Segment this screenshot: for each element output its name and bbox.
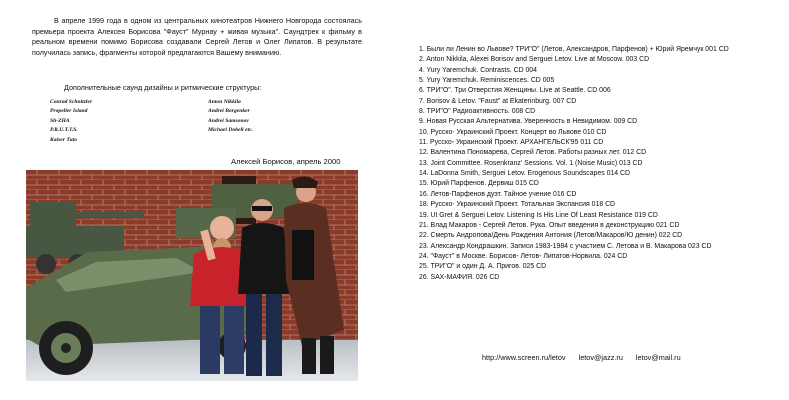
track-item: 21. Влад Макаров - Сергей Летов. Рука. Опыт введения в деконструкцию 021 CD	[419, 221, 680, 229]
track-item: 11. Русско- Украинский Проект. АРХАНГЕЛЬСК'95 011 CD	[419, 139, 604, 147]
track-item: 14. LaDonna Smith, Serguei Letov. Erogenous Soundscapes 014 CD	[419, 170, 630, 178]
tracklist	[419, 45, 779, 283]
signature: Алексей Борисов, апрель 2000	[231, 157, 341, 166]
track-item: 10. Русско- Украинский Проект. Концерт во Львове 010 CD	[419, 128, 607, 136]
track-item: 6. ТРИ"О". Три Отверстия Женщины. Live at Seattle. CD 006	[419, 87, 611, 95]
intro-paragraph-1: В апреле 1999 года в одном из центральных кинотеатров Нижнего Новгорода состоялась премьера проекта Алексея Борисова "Фауст" Мурнау + живая музыка". Саундтрек к фильму в реальном времени помимо Борисова создавали Сергей Летов и Олег Липатов. В результате получилась запись, фрагменты которой предлагаются Вашему вниманию.	[32, 16, 362, 57]
track-item: 19. Ut Gret & Serguei Letov. Listening Is His Line Of Least Resistance 019 CD	[419, 211, 658, 219]
left-panel	[0, 0, 394, 400]
track-item: 2. Anton Nikkila, Alexei Borisov and Serguei Letov. Live at Moscow. 003 CD	[419, 56, 650, 64]
track-item: 26. SAX-MAФИЯ. 026 CD	[419, 273, 500, 281]
track-item: 23. Александр Кондрашкин. Записи 1983-1984 с участием С. Летова и В. Макарова 023 CD	[419, 242, 712, 250]
track-item: 9. Новая Русская Альтернатива. Уверенность в Невидимом. 009 CD	[419, 118, 638, 126]
credit-name: Kaiser Tuto	[50, 136, 77, 143]
track-item: 13. Joint Committee. Rosenkranz' Sessions. Vol. 1 (Noise Music) 013 CD	[419, 159, 643, 167]
credit-name: Propeller Island	[50, 108, 88, 115]
track-item: 18. Русско- Украинский Проект. Тотальная Экспансия 018 CD	[419, 201, 616, 209]
track-item: 12. Валентина Пономарева, Сергей Летов. Работы разных лет. 012 CD	[419, 149, 647, 157]
credit-name: Andrei Samsonov	[208, 117, 249, 124]
intro-text	[32, 16, 362, 58]
credit-name: Anton Nikkila	[208, 99, 241, 105]
track-item: 7. Borisov & Letov. "Faust" at Ekaterinburg. 007 CD	[419, 97, 577, 105]
track-item: 24. "Фауст" в Москве. Борисов- Летов- Липатов-Норвила. 024 CD	[419, 252, 628, 260]
track-item: 4. Yury Yaremchuk. Contrasts. CD 004	[419, 66, 537, 74]
credits-title: Дополнительные саунд дизайны и ритмические структуры:	[64, 83, 262, 92]
credits-column-2	[208, 98, 308, 145]
track-item: 5. Yury Yaremchuk. Reminiscences. CD 005	[419, 77, 555, 85]
track-item: 16. Летов-Парфенов дуэт. Тайное учение 016 CD	[419, 190, 577, 198]
band-photo	[26, 170, 358, 381]
track-item: 8. ТРИ"О" Радиоактивность. 008 CD	[419, 108, 536, 116]
credit-name: Sh-ZHA	[50, 117, 70, 124]
right-panel	[394, 0, 789, 400]
track-item: 15. Юрий Парфенов. Дервиш 015 CD	[419, 180, 539, 188]
track-item: 1. Были ли Ленин во Львове? ТРИ"О" (Летов, Александров, Парфенов) + Юрий Яремчук 001 CD	[419, 46, 729, 53]
credits-column-1	[50, 98, 208, 145]
credit-name: P.R.U.T.T.S.	[50, 127, 78, 134]
track-item: 22. Смерть Андропова/День Рождения Антония (Летов/Макаров/Ю денин) 022 CD	[419, 232, 683, 240]
credits-list	[50, 98, 310, 145]
contact-footer	[482, 353, 691, 362]
website-link[interactable]: http://www.screen.ru/letov	[482, 353, 566, 362]
credit-name: Conrad Schnitzler	[50, 99, 93, 105]
track-item: 25. ТРИ"О" и один Д. А. Пригов. 025 CD	[419, 263, 547, 271]
credit-name: Michael Dobell etc.	[208, 127, 253, 134]
email-link-2[interactable]: letov@mail.ru	[635, 353, 681, 362]
email-link-1[interactable]: letov@jazz.ru	[578, 353, 623, 362]
credit-name: Andrei Borgenker	[208, 108, 250, 115]
